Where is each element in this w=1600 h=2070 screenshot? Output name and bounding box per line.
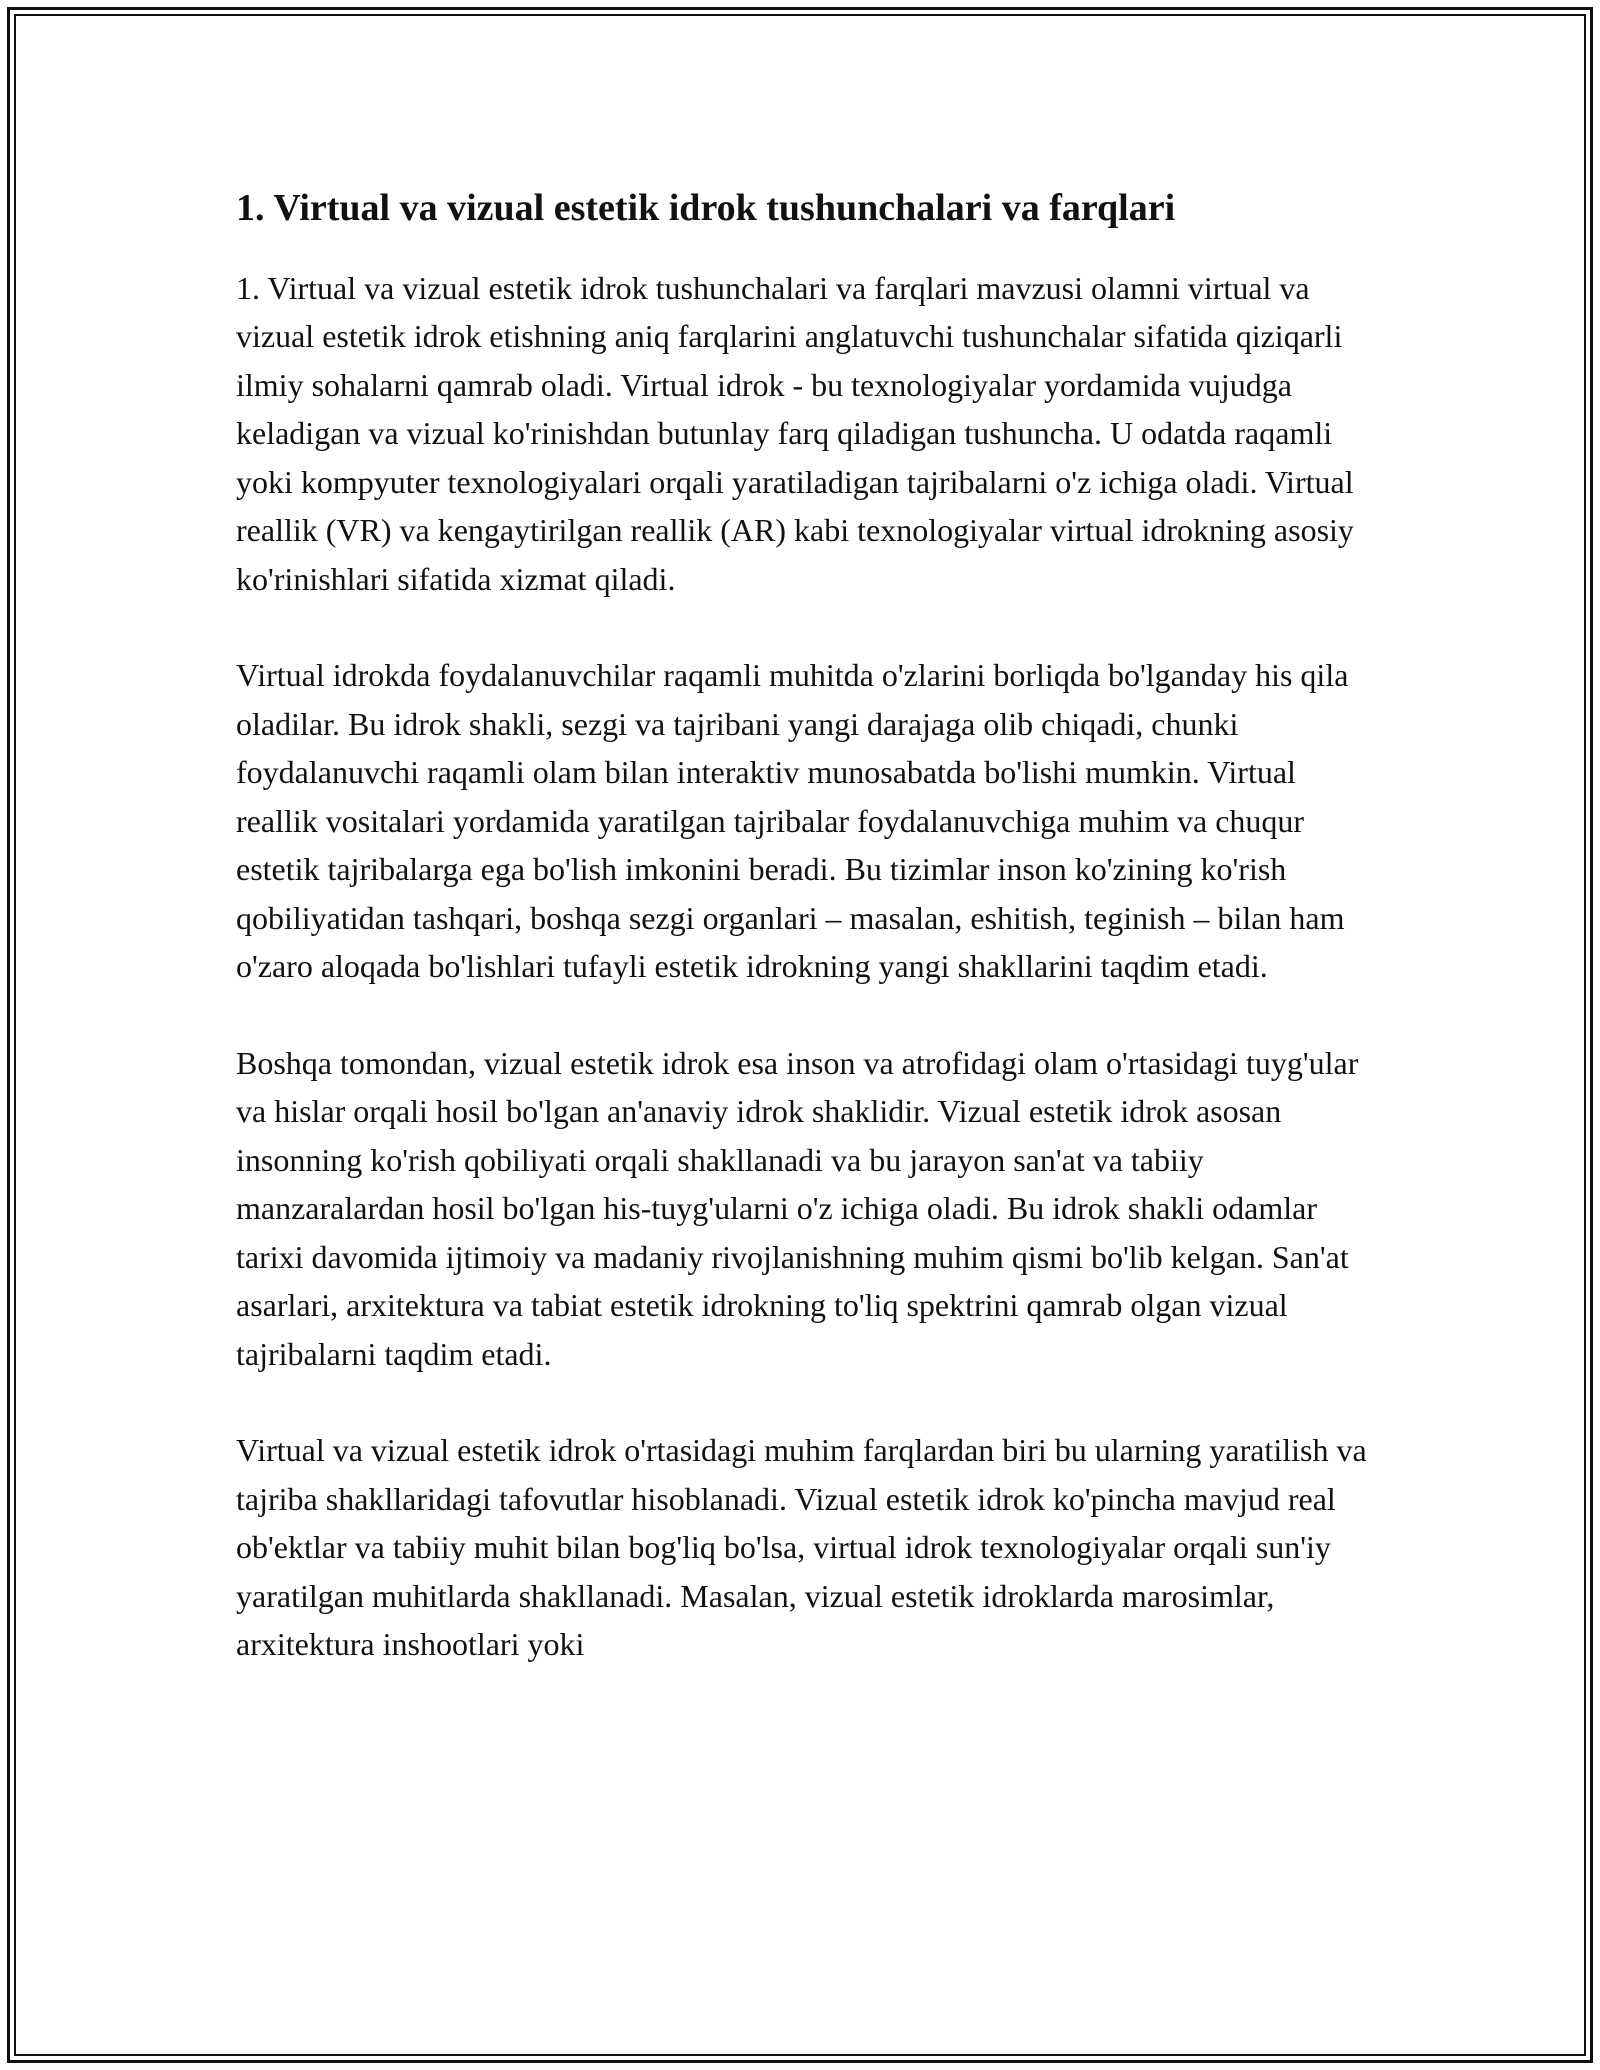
- document-title: 1. Virtual va vizual estetik idrok tushunchalari va farqlari: [236, 187, 1176, 229]
- paragraph-4: Virtual va vizual estetik idrok o'rtasidagi muhim farqlardan biri bu ularning yaratilish va tajriba shakllaridagi tafovutlar hisoblanadi. Vizual estetik idrok ko'pincha mavjud real ob'ektlar va tabiiy muhit bilan bog'liq bo'lsa, virtual idrok texnologiyalar orqali sun'iy yaratilgan muhitlarda shakllanadi. Masalan, vizual estetik idroklarda marosimlar, arxitektura inshootlari yoki: [236, 1432, 1367, 1663]
- paragraph-3: Boshqa tomondan, vizual estetik idrok esa inson va atrofidagi olam o'rtasidagi tuyg'ular va hislar orqali hosil bo'lgan an'anaviy idrok shaklidir. Vizual estetik idrok asosan insonning ko'rish qobiliyati orqali shakllanadi va bu jarayon san'at va tabiiy manzaralardan hosil bo'lgan his-tuyg'ularni o'z ichiga oladi. Bu idrok shakli odamlar tarixi davomida ijtimoiy va madaniy rivojlanishning muhim qismi bo'lib kelgan. San'at asarlari, arxitektura va tabiat estetik idrokning to'liq spektrini qamrab olgan vizual tajribalarni taqdim etadi.: [236, 1044, 1359, 1372]
- document-body: [236, 186, 1376, 1717]
- paragraph-2: Virtual idrokda foydalanuvchilar raqamli muhitda o'zlarini borliqda bo'lganday his qila oladilar. Bu idrok shakli, sezgi va tajribani yangi darajaga olib chiqadi, chunki foydalanuvchi raqamli olam bilan interaktiv munosabatda bo'lishi mumkin. Virtual reallik vositalari yordamida yaratilgan tajribalar foydalanuvchiga muhim va chuqur estetik tajribalarga ega bo'lish imkonini beradi. Bu tizimlar inson ko'zining ko'rish qobiliyatidan tashqari, boshqa sezgi organlari – masalan, eshitish, teginish – bilan ham o'zaro aloqada bo'lishlari tufayli estetik idrokning yangi shakllarini taqdim etadi.: [236, 657, 1349, 985]
- paragraph-1: 1. Virtual va vizual estetik idrok tushunchalari va farqlari mavzusi olamni virtual va vizual estetik idrok etishning aniq farqlarini anglatuvchi tushunchalar sifatida qiziqarli ilmiy sohalarni qamrab oladi. Virtual idrok - bu texnologiyalar yordamida vujudga keladigan va vizual ko'rinishdan butunlay farq qiladigan tushuncha. U odatda raqamli yoki kompyuter texnologiyalari orqali yaratiladigan tajribalarni o'z ichiga oladi. Virtual reallik (VR) va kengaytirilgan reallik (AR) kabi texnologiyalar virtual idrokning asosiy ko'rinishlari sifatida xizmat qiladi.: [236, 269, 1354, 597]
